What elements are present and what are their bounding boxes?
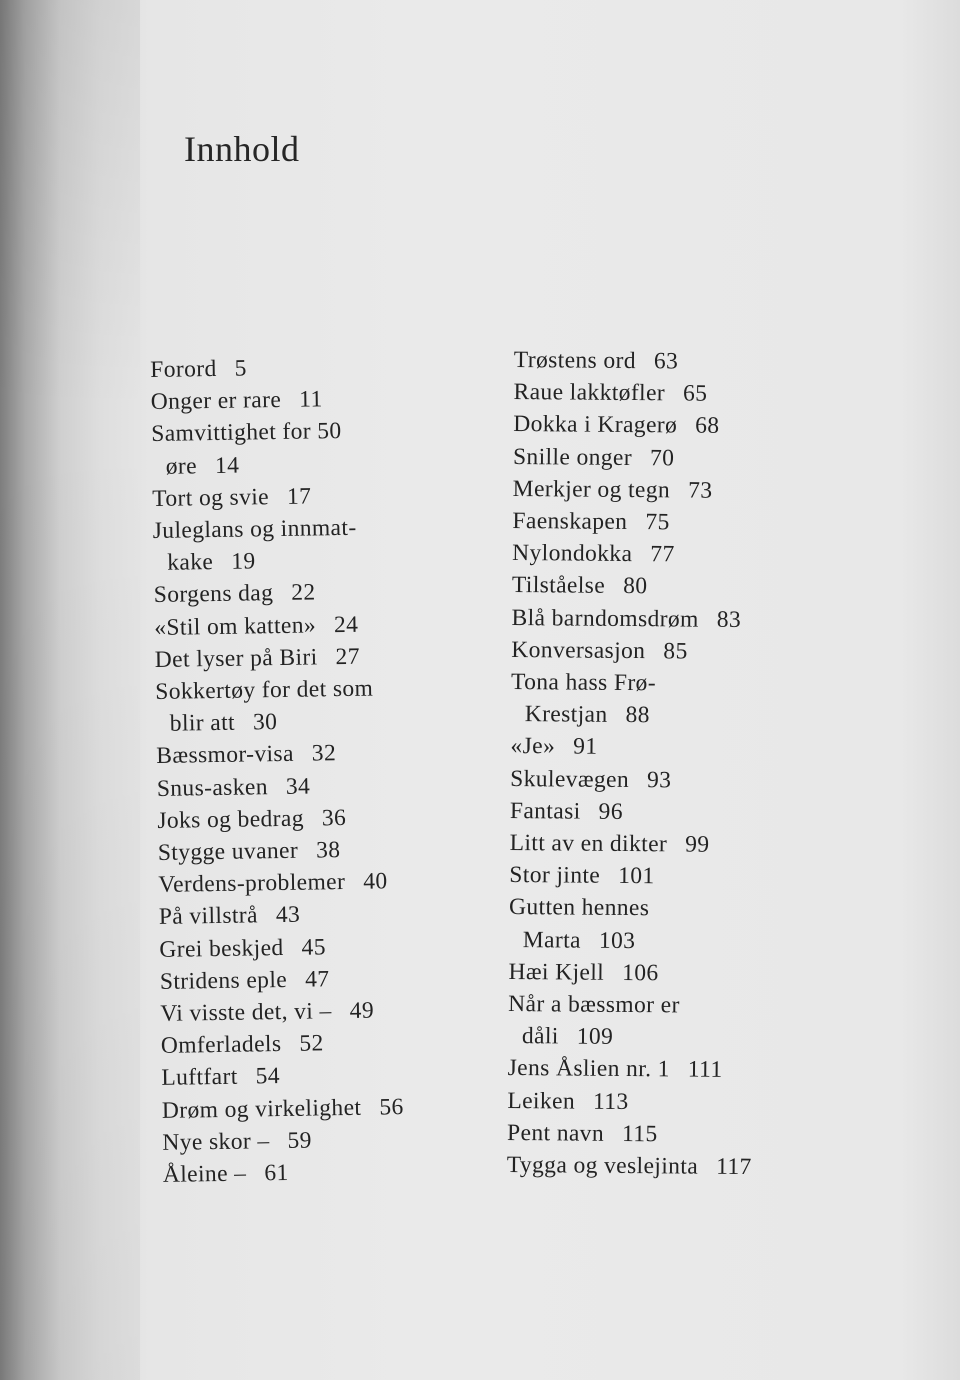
toc-entry-page-number: 75 [645, 509, 670, 536]
toc-entry-title: Det lyser på Biri [154, 644, 318, 673]
toc-entry-title: «Stil om katten» [154, 612, 317, 641]
toc-entry-page-number: 30 [252, 709, 278, 736]
toc-entry-page-number: 49 [349, 997, 375, 1025]
toc-entry-page-number: 43 [275, 902, 301, 929]
toc-entry [509, 859, 839, 894]
toc-entry-page-number: 22 [291, 579, 316, 607]
toc-entry-title: kake [167, 549, 214, 576]
toc-entry-title: Forord [150, 355, 217, 383]
toc-entry-page-number: 115 [621, 1120, 658, 1148]
toc-entry-page-number: 11 [298, 386, 323, 413]
toc-entry-title: På villstrå [158, 902, 259, 931]
toc-entry [510, 763, 840, 798]
toc-entry-page-number: 109 [576, 1023, 614, 1051]
toc-entry-page-number: 27 [335, 643, 361, 670]
toc-entry-page-number: 17 [286, 483, 312, 510]
toc-entry [158, 832, 488, 869]
toc-entry-page-number: 83 [716, 606, 742, 633]
toc-entry-page-number: 93 [646, 766, 672, 794]
toc-entry [513, 473, 843, 508]
toc-entry [507, 1085, 837, 1120]
toc-entry-title: blir att [169, 709, 236, 737]
toc-entry-title: Nye skor – [162, 1128, 270, 1156]
toc-entry-page-number: 65 [682, 380, 708, 407]
toc-entry [153, 510, 484, 580]
toc-entry [508, 988, 839, 1055]
toc-entry [154, 606, 484, 643]
toc-entry-page-number: 52 [299, 1030, 324, 1058]
toc-entry [159, 928, 489, 965]
toc-entry-title: Hæi Kjell [508, 958, 605, 986]
toc-entry-page-number: 88 [625, 702, 651, 729]
toc-entry-page-number: 63 [653, 348, 679, 375]
toc-entry [150, 349, 480, 386]
toc-entry-title: øre [165, 452, 198, 480]
toc-entry [513, 441, 843, 476]
toc-entry-page-number: 96 [598, 798, 624, 825]
toc-entry-title: Vi visste det, vi – [160, 998, 332, 1027]
toc-entry-page-number: 99 [685, 831, 710, 858]
toc-entry-page-number: 56 [379, 1093, 404, 1121]
toc-entry-title: Når a bæssmor er [508, 991, 680, 1019]
toc-entry [156, 735, 486, 772]
toc-entry-page-number: 80 [623, 573, 648, 600]
toc-entry-page-number: 61 [264, 1160, 289, 1187]
toc-entry-title: Luftfart [161, 1064, 238, 1092]
page-fold-shadow [0, 0, 140, 1380]
toc-entry-title: «Je» [510, 733, 556, 760]
toc-entry-page-number: 19 [231, 548, 256, 575]
toc-entry-page-number: 111 [687, 1057, 723, 1084]
toc-entry-title: Konversasjon [511, 636, 646, 664]
toc-column-left [150, 349, 493, 1191]
toc-entry-title: Tort og svie [152, 483, 270, 512]
toc-entry [508, 1052, 838, 1087]
toc-entry [510, 827, 840, 862]
toc-entry [158, 864, 488, 901]
toc-entry-page-number: 40 [363, 868, 388, 895]
toc-entry [162, 1089, 492, 1126]
toc-entry-title: Fantasi [509, 797, 581, 825]
toc-entry [162, 1122, 492, 1159]
toc-entry-page-number: 45 [301, 933, 327, 961]
toc-entry-title: Trøstens ord [513, 346, 637, 375]
toc-entry [155, 639, 485, 676]
toc-entry-title: Dokka i Kragerø [513, 411, 678, 439]
toc-entry-title: Leiken [507, 1087, 576, 1115]
toc-entry-title: Verdens-problemer [158, 869, 346, 899]
toc-entry [513, 376, 843, 411]
toc-entry [512, 537, 842, 572]
toc-entry-title: Juleglans og innmat- [152, 514, 357, 544]
toc-entry [151, 413, 482, 483]
toc-entry-page-number: 101 [618, 863, 655, 890]
toc-entry [160, 993, 490, 1030]
toc-entry [511, 602, 841, 637]
toc-entry [514, 344, 844, 379]
toc-entry-page-number: 106 [622, 959, 659, 987]
toc-entry [161, 1025, 491, 1062]
toc-entry-title: Tilståelse [511, 572, 606, 600]
toc-entry [511, 666, 842, 733]
toc-entry-page-number: 36 [321, 804, 347, 832]
toc-entry-title: Pent navn [507, 1119, 605, 1147]
toc-entry-page-number: 77 [650, 541, 675, 568]
toc-entry [510, 730, 840, 765]
toc-entry-title: Onger er rare [150, 387, 282, 416]
toc-entry-title: Bæssmor-visa [156, 741, 295, 770]
toc-entry-title: Joks og bedrag [157, 805, 305, 834]
toc-entry-page-number: 91 [573, 733, 598, 761]
toc-entry [157, 800, 487, 837]
toc-entry-title: Tygga og veslejinta [506, 1152, 699, 1180]
toc-entry-title: Stridens eple [159, 966, 288, 995]
toc-entry-title: Gutten hennes [508, 894, 650, 922]
toc-entry-title: Omferladels [160, 1031, 282, 1060]
toc-entry [512, 569, 842, 604]
page-title: Innhold [184, 129, 300, 169]
toc-entry-page-number: 113 [592, 1088, 629, 1115]
toc-entry-page-number: 32 [311, 740, 337, 767]
toc-entry [159, 896, 489, 933]
toc-entry-title: Samvittighet for 50 [151, 418, 342, 448]
toc-entry-title: Faenskapen [512, 508, 628, 536]
toc-entry-title: Blå barndomsdrøm [511, 604, 699, 633]
toc-entry-title: Sorgens dag [153, 580, 274, 609]
toc-entry [152, 478, 482, 515]
toc-entry-page-number: 54 [255, 1063, 281, 1090]
toc-entry-title: dåli [521, 1023, 559, 1050]
toc-entry [508, 956, 838, 991]
toc-entry-title: Raue lakktøfler [513, 379, 666, 407]
toc-entry-title: Åleine – [162, 1160, 247, 1188]
toc-entry-page-number: 117 [716, 1153, 752, 1181]
toc-entry-page-number: 34 [285, 773, 311, 800]
toc-entry-title: Krestjan [524, 701, 608, 729]
toc-entry-page-number: 70 [649, 444, 675, 472]
toc-entry [513, 408, 843, 443]
toc-entry [161, 1057, 491, 1094]
toc-entry [507, 1117, 837, 1152]
toc-entry-title: Jens Åslien nr. 1 [507, 1055, 670, 1083]
toc-entry-title: Grei beskjed [159, 934, 284, 963]
toc-entry-page-number: 14 [214, 452, 240, 479]
toc-entry [510, 795, 840, 830]
toc-entry [151, 381, 481, 418]
toc-entry-page-number: 68 [695, 412, 720, 440]
toc-entry-page-number: 103 [598, 927, 636, 954]
toc-entry-title: Litt av en dikter [509, 830, 668, 858]
toc-column-right [507, 344, 844, 1184]
toc-entry-page-number: 47 [304, 966, 330, 993]
toc-entry-title: Sokkertøy for det som [155, 675, 374, 705]
toc-entry-title: Snus-asken [156, 773, 269, 802]
toc-entry-page-number: 38 [315, 837, 341, 864]
toc-entry-page-number: 73 [688, 477, 713, 504]
toc-entry [511, 634, 841, 669]
toc-entry-title: Tona hass Frø- [510, 669, 657, 697]
toc-entry [512, 505, 842, 540]
toc-entry [507, 1149, 837, 1184]
toc-entry-title: Snille onger [512, 443, 633, 471]
toc-entry [509, 891, 840, 958]
toc-entry [160, 961, 490, 998]
toc-entry-title: Drøm og virkelighet [161, 1094, 362, 1124]
toc-entry-page-number: 85 [663, 638, 688, 665]
toc-entry-title: Skulevægen [510, 765, 630, 793]
toc-entry-title: Stor jinte [509, 862, 601, 890]
toc-entry-title: Merkjer og tegn [512, 475, 671, 504]
toc-entry [154, 574, 484, 611]
toc-entry-page-number: 5 [234, 355, 247, 382]
toc-entry-title: Stygge uvaner [157, 837, 299, 866]
toc-entry [157, 767, 487, 804]
toc-entry-page-number: 24 [333, 611, 359, 638]
toc-entry-title: Marta [522, 926, 582, 954]
toc-entry [163, 1154, 493, 1191]
toc-entry-title: Nylondokka [512, 540, 633, 568]
toc-entry [155, 671, 486, 741]
toc-entry-page-number: 59 [287, 1127, 313, 1154]
